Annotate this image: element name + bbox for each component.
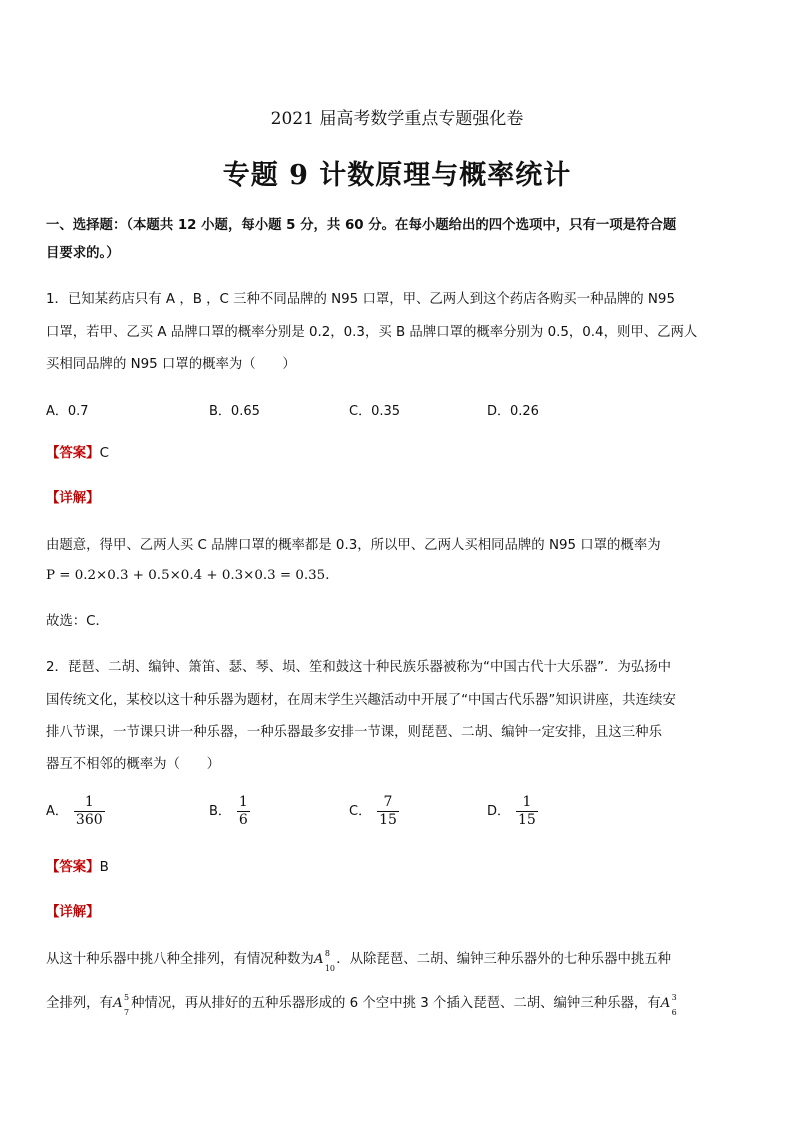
q2-stem-line3: 排八节课，一节课只讲一种乐器，一种乐器最多安排一节课，则琵琶、二胡、编钟一定安排，且这三种乐 (46, 725, 662, 740)
q2-stem-line4: 器互不相邻的概率为（ ） (46, 757, 221, 772)
q1-stem-line3: 买相同品牌的 N95 口罩的概率为（ ） (46, 357, 296, 372)
answer-value: B (99, 860, 109, 875)
q2-detail-line2: 全排列，有A 5 7 种情况，再从排好的五种乐器形成的 6 个空中挑 3 个插入琵琶、二胡、编钟三种乐器，有A 3 6 (46, 993, 677, 1017)
fraction: $\frac{7}{15}$ (379, 794, 397, 828)
q1-stem-line1: 1．已知某药店只有 A ，B ，C 三种不同品牌的 N95 口罩，甲、乙两人到这个药店各购买一种品牌的 N95 (46, 292, 675, 307)
permutation-a-10-8: A 8 10 (313, 949, 335, 973)
q1-detail-formula: P = 0.2×0.3 + 0.5×0.4 + 0.3×0.3 = 0.35． (46, 568, 339, 583)
topic-title: 专题 9 计数原理与概率统计 (222, 160, 572, 191)
q1-detail-tag: 【详解】 (46, 491, 100, 506)
q2-stem-line1: 2．琵琶、二胡、编钟、箫笛、瑟、琴、埙、笙和鼓这十种民族乐器被称为“中国古代十大乐器”．为弘扬中 (46, 660, 671, 675)
answer-tag: 【答案】 (46, 446, 100, 461)
fraction: $\frac{1}{6}$ (238, 794, 248, 828)
q1-option-c: C．0.35 (349, 404, 401, 419)
fraction: $\frac{1}{15}$ (518, 794, 536, 828)
q2-option-b: B． $\frac{1}{6}$ (209, 794, 248, 828)
q1-conclusion: 故选：C． (46, 614, 109, 629)
permutation-a-7-5: A 5 7 (112, 993, 130, 1017)
q2-option-c: C． $\frac{7}{15}$ (349, 794, 397, 828)
fraction: $\frac{1}{360}$ (75, 794, 103, 828)
q1-stem-line2: 口罩，若甲、乙买 A 品牌口罩的概率分别是 0.2，0.3，买 B 品牌口罩的概率分别为 0.5，0.4，则甲、乙两人 (46, 325, 698, 340)
q2-option-d: D． $\frac{1}{15}$ (487, 794, 536, 828)
q2-answer (46, 858, 109, 878)
section-instructions-line2: 目要求的。） (46, 246, 120, 261)
q2-detail-tag: 【详解】 (46, 905, 100, 920)
q2-option-a: A． $\frac{1}{360}$ (46, 794, 103, 828)
answer-tag: 【答案】 (46, 860, 100, 875)
q2-stem-line2: 国传统文化，某校以这十种乐器为题材，在周末学生兴趣活动中开展了“中国古代乐器”知识讲座，共连续安 (46, 693, 676, 708)
answer-value: C (99, 446, 109, 461)
exam-subtitle: 2021 届高考数学重点专题强化卷 (270, 109, 524, 129)
q1-answer (46, 444, 109, 464)
section-instructions-line1: 一、选择题：（本题共 12 小题，每小题 5 分，共 60 分。在每小题给出的四个选项中，只有一项是符合题 (46, 218, 677, 233)
permutation-a-6-3: A 3 6 (660, 993, 677, 1017)
q1-option-b: B．0.65 (209, 404, 260, 419)
q2-detail-line1: 从这十种乐器中挑八种全排列，有情况种数为A 8 10 ．从除琵琶、二胡、编钟三种乐器外的七种乐器中挑五种 (46, 949, 672, 973)
q1-detail-line1: 由题意，得甲、乙两人买 C 品牌口罩的概率都是 0.3，所以甲、乙两人买相同品牌的 N95 口罩的概率为 (46, 538, 661, 553)
q1-option-d: D．0.26 (487, 404, 539, 419)
q1-option-a: A．0.7 (46, 404, 89, 419)
